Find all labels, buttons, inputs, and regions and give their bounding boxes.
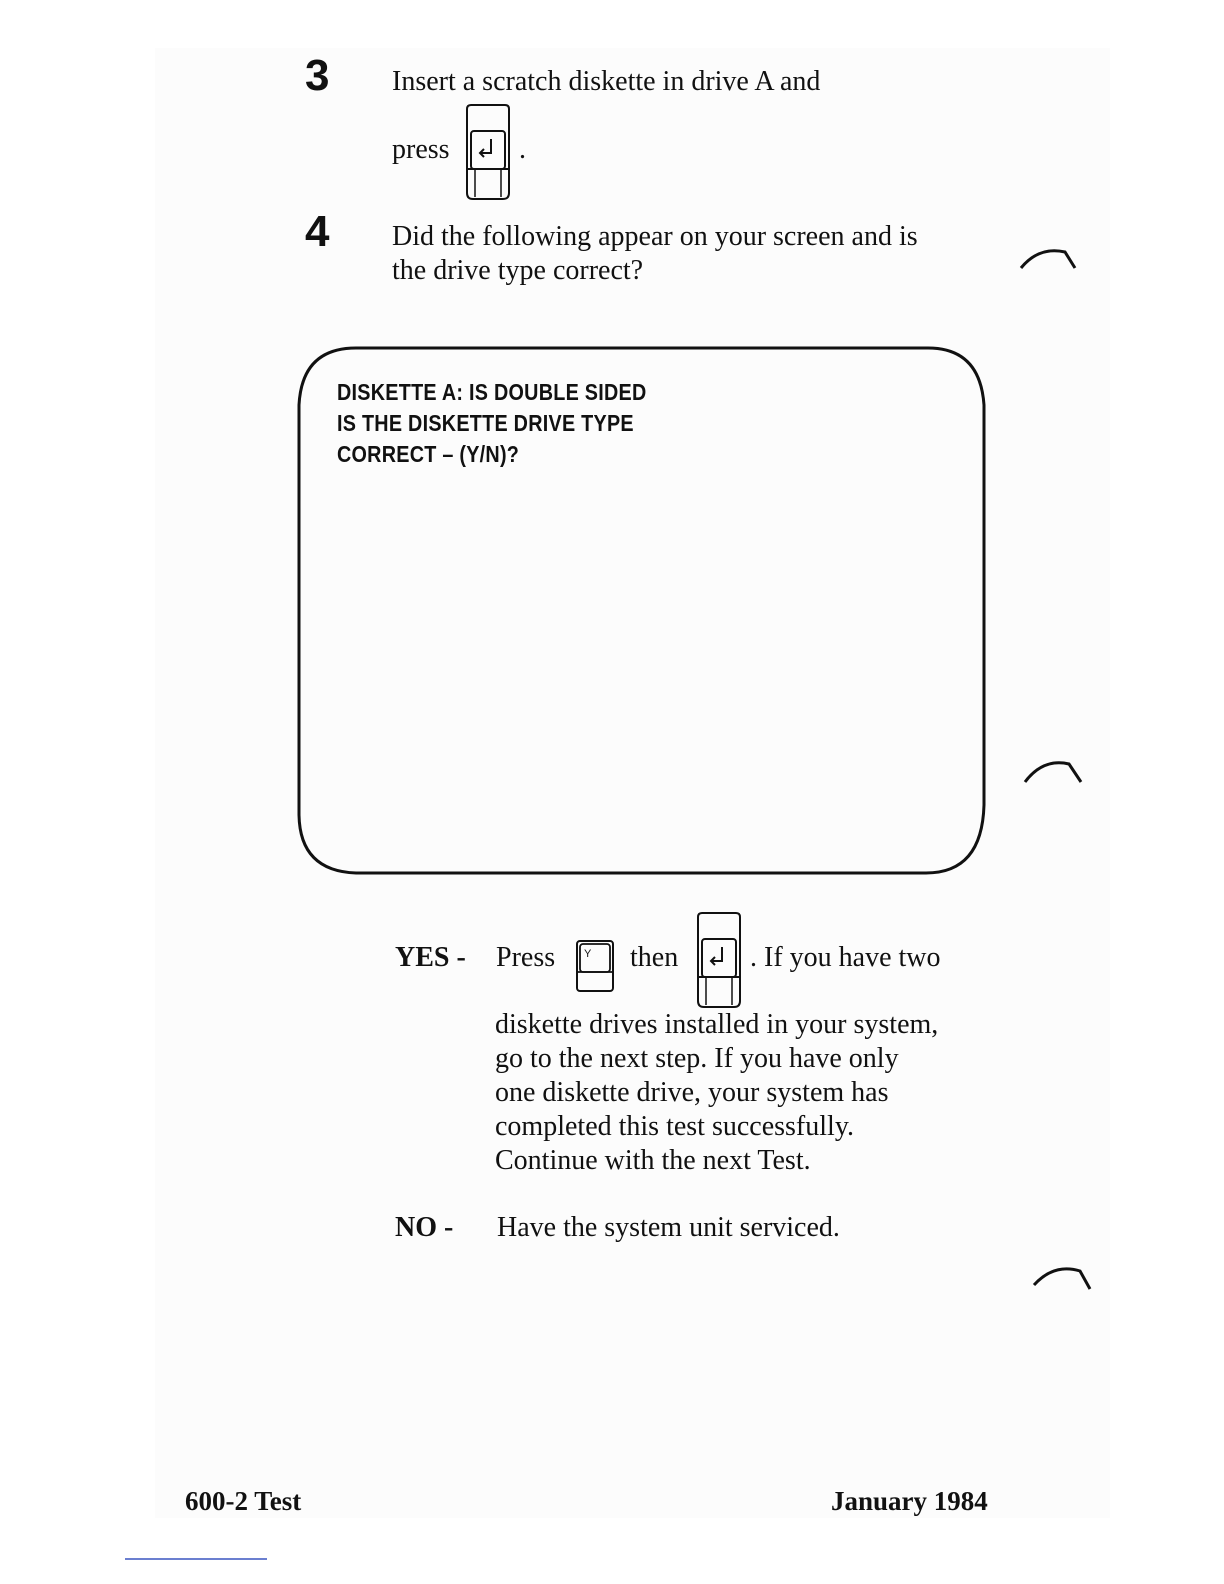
y-key-icon <box>575 939 615 993</box>
scan-underline-mark <box>125 1558 267 1560</box>
screen-line: IS THE DISKETTE DRIVE TYPE <box>337 410 634 436</box>
yes-line: diskette drives installed in your system, <box>495 1009 939 1040</box>
no-label: NO - <box>395 1212 454 1243</box>
yes-line: one diskette drive, your system has <box>495 1077 889 1108</box>
step3-instruction: Insert a scratch diskette in drive A and <box>392 66 821 97</box>
yes-paragraph <box>495 1008 938 1178</box>
screen-line: DISKETTE A: IS DOUBLE SIDED <box>337 379 647 405</box>
screen-line: CORRECT – (Y/N)? <box>337 441 520 467</box>
footer-date: January 1984 <box>831 1486 988 1516</box>
enter-key-icon <box>696 911 742 1009</box>
enter-key-icon <box>465 103 511 201</box>
tab-divider-mark <box>1021 756 1083 791</box>
screen-message <box>337 377 647 470</box>
y-key-glyph: Y <box>584 948 592 960</box>
step3-press-word: press <box>392 134 450 165</box>
step4-question-line2: the drive type correct? <box>392 255 644 286</box>
step-number-4: 4 <box>305 207 330 256</box>
tab-divider-mark <box>1030 1263 1094 1298</box>
step4-question-line1: Did the following appear on your screen and is <box>392 221 918 252</box>
yes-then-word: then <box>630 942 679 973</box>
yes-press-word: Press <box>496 942 556 973</box>
yes-after-keys: . If you have two <box>750 942 941 973</box>
yes-line: completed this test successfully. <box>495 1111 854 1142</box>
yes-label: YES - <box>395 942 466 973</box>
step-number-3: 3 <box>305 51 330 100</box>
no-instruction: Have the system unit serviced. <box>497 1212 840 1243</box>
yes-line: go to the next step. If you have only <box>495 1043 899 1074</box>
footer-page-id: 600-2 Test <box>185 1486 302 1516</box>
yes-line: Continue with the next Test. <box>495 1145 811 1176</box>
step3-period: . <box>519 134 526 165</box>
tab-divider-mark <box>1017 244 1079 277</box>
